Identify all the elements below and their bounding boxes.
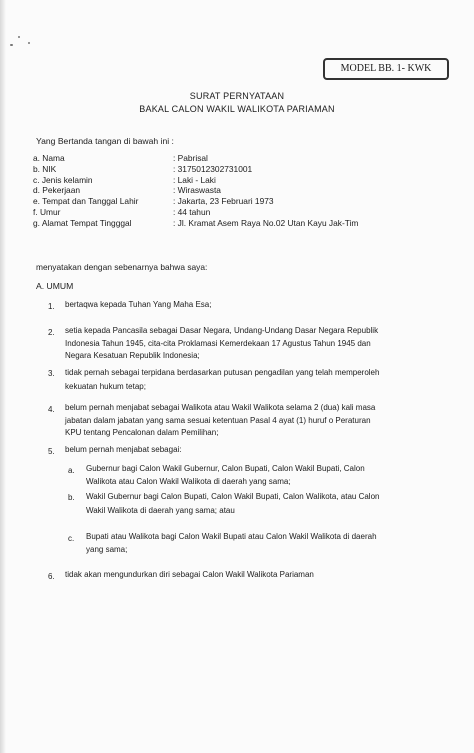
subitem-letter: c.: [68, 534, 75, 543]
subitem: [86, 490, 379, 518]
item-line: kekuatan hukum tetap;: [65, 382, 146, 391]
subitem-letter: a.: [68, 466, 75, 475]
document-subtitle: BAKAL CALON WAKIL WALIKOTA PARIAMAN: [139, 104, 335, 114]
item-line: setia kepada Pancasila sebagai Dasar Negara, Undang-Undang Dasar Negara Republik: [65, 326, 379, 335]
item-line: tidak akan mengundurkan diri sebagai Calon Wakil Walikota Pariaman: [65, 570, 314, 579]
item-line: jabatan dalam jabatan yang sama sesuai ketentuan Pasal 4 ayat (1) huruf o Peraturan: [65, 415, 371, 425]
item-number: 5.: [48, 447, 55, 456]
identity-label: c. Jenis kelamin: [33, 174, 93, 185]
model-label-box: MODEL BB. 1- KWK: [323, 58, 449, 80]
identity-label: d. Pekerjaan: [33, 185, 81, 196]
identity-label: f. Umur: [33, 206, 61, 217]
list-item: [65, 325, 378, 363]
list-item: [65, 569, 314, 582]
item-number: 1.: [48, 302, 55, 311]
statement-text: menyatakan dengan sebenarnya bahwa saya:: [36, 262, 208, 272]
list-item: [65, 444, 182, 457]
document-title: SURAT PERNYATAAN: [189, 91, 285, 101]
identity-value: : Pabrisal: [173, 153, 208, 163]
identity-label: b. NIK: [33, 163, 57, 174]
item-number: 6.: [48, 572, 55, 581]
item-line: bertaqwa kepada Tuhan Yang Maha Esa;: [65, 300, 212, 309]
scan-speck: [28, 42, 30, 44]
subitem-line: yang sama;: [86, 544, 128, 554]
item-line: Negara Kesatuan Republik Indonesia;: [65, 351, 200, 360]
identity-value: : Wiraswasta: [173, 185, 221, 196]
item-number: 3.: [48, 369, 55, 378]
identity-value: : Jl. Kramat Asem Raya No.02 Utan Kayu Jak-Tim: [173, 217, 359, 228]
identity-value: : Laki - Laki: [173, 174, 216, 185]
identity-value: : 44 tahun: [173, 206, 211, 217]
intro-text: Yang Bertanda tangan di bawah ini :: [36, 136, 174, 146]
subitem-line: Wakil Gubernur bagi Calon Bupati, Calon Wakil Bupati, Calon Walikota, atau Calon: [86, 492, 380, 501]
identity-label: e. Tempat dan Tanggal Lahir: [33, 196, 139, 207]
subitem-line: Bupati atau Walikota bagi Calon Wakil Bupati atau Calon Wakil Walikota di daerah: [86, 532, 377, 541]
identity-value: : Jakarta, 23 Februari 1973: [173, 196, 274, 207]
subitem-line: Wakil Walikota di daerah yang sama; atau: [86, 506, 235, 515]
list-item: [65, 366, 379, 394]
item-number: 4.: [48, 405, 55, 414]
item-line: KPU tentang Pencalonan dalam Pemilihan;: [65, 428, 219, 437]
list-item: [65, 402, 375, 440]
section-heading: A. UMUM: [36, 281, 74, 291]
identity-value: : 3175012302731001: [173, 163, 253, 174]
item-line: Indonesia Tahun 1945, cita-cita Proklamasi Kemerdekaan 17 Agustus Tahun 1945 dan: [65, 338, 371, 348]
subitem-letter: b.: [68, 493, 75, 502]
subitem: [86, 531, 377, 556]
scan-speck: [10, 44, 13, 46]
item-line: tidak pernah sebagai terpidana berdasarkan putusan pengadilan yang telah memperoleh: [65, 368, 380, 377]
item-number: 2.: [48, 328, 55, 337]
subitem: [86, 463, 365, 488]
item-line: belum pernah menjabat sebagai Walikota atau Wakil Walikota selama 2 (dua) kali masa: [65, 403, 376, 412]
scan-speck: [18, 36, 20, 38]
subitem-line: Walikota atau Calon Wakil Walikota di daerah yang sama;: [86, 476, 291, 486]
subitem-line: Gubernur bagi Calon Wakil Gubernur, Calon Bupati, Calon Wakil Bupati, Calon: [86, 464, 365, 473]
list-item: [65, 299, 211, 312]
identity-label: g. Alamat Tempat Tingggal: [33, 217, 132, 228]
item-line: belum pernah menjabat sebagai:: [65, 445, 182, 454]
identity-label: a. Nama: [33, 153, 65, 163]
